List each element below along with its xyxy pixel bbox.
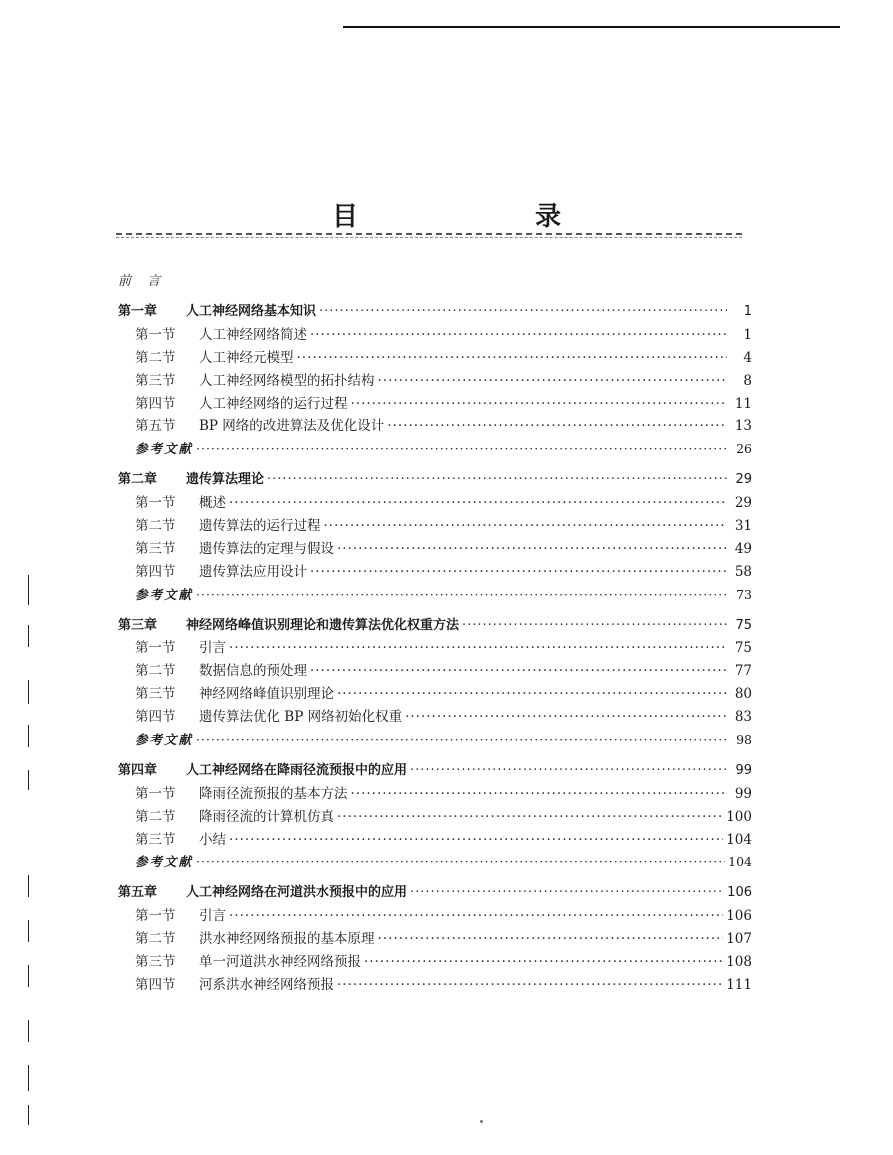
section-entry-number: 第二节 [135,663,176,680]
chapter-entry-page: 99 [735,762,752,778]
title-rule-secondary [116,237,742,238]
leader-dots [410,760,727,783]
section-entry-title: 概述 [199,495,226,512]
margin-mark [28,625,29,647]
leader-dots [410,882,724,905]
section-entry [118,928,752,951]
top-rule [343,26,840,28]
section-entry [118,951,752,974]
margin-mark [28,725,29,747]
section-entry-number: 第二节 [135,931,176,948]
leader-dots [310,561,727,584]
references-entry [118,584,752,607]
margin-mark [28,965,29,987]
margin-mark [28,680,29,704]
section-entry-title: 遗传算法应用设计 [199,563,307,580]
references-entry [118,851,752,874]
section-entry-title: 神经网络峰值识别理论 [199,686,334,703]
section-entry [118,561,752,584]
toc-chapter [118,882,752,996]
leader-dots [267,469,727,492]
section-entry [118,706,752,729]
margin-mark [28,770,29,790]
table-of-contents [118,271,752,997]
page-footer-mark [480,1120,483,1123]
leader-dots [378,370,728,393]
leader-dots [229,829,723,852]
section-entry [118,324,752,347]
references-entry-title: 参考文献 [135,586,194,602]
leader-dots [351,393,728,416]
section-entry-page: 4 [743,349,752,366]
chapter-entry-title: 人工神经网络基本知识 [186,304,317,319]
margin-mark [28,1020,29,1042]
section-entry-number: 第一节 [135,495,176,512]
leader-dots [229,637,727,660]
leader-dots [310,660,727,683]
section-entry-number: 第四节 [135,709,176,726]
title-rule [116,233,742,235]
leader-dots [229,492,727,515]
section-entry-title: 引言 [199,908,226,925]
chapter-entry-number: 第二章 [118,472,158,488]
section-entry-page: 77 [734,663,752,680]
section-entry-number: 第四节 [135,395,176,412]
section-entry-page: 108 [726,954,752,971]
section-entry-page: 49 [734,540,752,557]
section-entry [118,905,752,928]
chapter-entry-page: 29 [735,472,752,488]
section-entry-number: 第五节 [135,418,176,435]
section-entry-number: 第二节 [135,349,176,366]
section-entry-title: 河系洪水神经网络预报 [199,976,334,993]
toc-preface: 前 言 [118,274,167,289]
section-entry [118,783,752,806]
section-entry [118,347,752,370]
page-title: 目 录 [331,202,646,232]
section-entry-page: 11 [734,395,752,412]
leader-dots [405,706,727,729]
chapter-entry-page: 1 [743,304,752,319]
section-entry-page: 1 [743,326,752,343]
section-entry-title: 洪水神经网络预报的基本原理 [199,931,375,948]
chapter-entry-number: 第四章 [118,762,158,778]
section-entry-title: 小结 [199,831,226,848]
references-entry [118,438,752,461]
section-entry-title: 遗传算法的运行过程 [199,518,321,535]
toc-chapter [118,301,752,461]
section-entry [118,637,752,660]
section-entry [118,683,752,706]
toc-chapters [118,301,752,997]
section-entry-title: 遗传算法优化 BP 网络初始化权重 [199,709,403,726]
section-entry-page: 29 [734,495,752,512]
section-entry-page: 104 [726,831,752,848]
leader-dots [319,301,727,324]
section-entry [118,415,752,438]
section-entry-page: 106 [726,908,752,925]
chapter-entry-title: 神经网络峰值识别理论和遗传算法优化权重方法 [186,617,460,633]
leader-dots [364,951,723,974]
leader-dots [196,851,725,874]
section-entry-number: 第一节 [135,908,176,925]
section-entry-title: 遗传算法的定理与假设 [199,540,334,557]
leader-dots [337,806,723,829]
leader-dots [387,415,727,438]
references-entry-page: 73 [736,586,752,602]
section-entry-title: 引言 [199,640,226,657]
section-entry-title: 人工神经网络的运行过程 [199,395,348,412]
references-entry-title: 参考文献 [135,854,194,870]
section-entry-page: 75 [734,640,752,657]
section-entry-title: 降雨径流预报的基本方法 [199,785,348,802]
leader-dots [196,584,727,607]
leader-dots [337,538,727,561]
leader-dots [196,729,727,752]
leader-dots [229,905,723,928]
section-entry-number: 第三节 [135,540,176,557]
leader-dots [378,928,724,951]
section-entry-number: 第三节 [135,831,176,848]
section-entry-title: 人工神经网络简述 [199,326,307,343]
section-entry-title: 人工神经元模型 [199,349,294,366]
section-entry-page: 100 [726,808,752,825]
section-entry [118,829,752,852]
section-entry-page: 31 [734,518,752,535]
leader-dots [196,438,727,461]
section-entry-page: 83 [734,709,752,726]
section-entry-number: 第四节 [135,976,176,993]
margin-mark [28,1105,29,1125]
section-entry-page: 111 [726,976,752,993]
section-entry-page: 80 [734,686,752,703]
section-entry-title: 数据信息的预处理 [199,663,307,680]
chapter-entry [118,760,752,783]
section-entry-number: 第三节 [135,372,176,389]
toc-chapter [118,760,752,874]
margin-mark [28,875,29,897]
leader-dots [324,515,728,538]
references-entry-page: 104 [728,854,752,870]
toc-chapter [118,469,752,606]
chapter-entry-page: 106 [727,885,752,901]
margin-mark [28,1065,29,1091]
references-entry [118,729,752,752]
section-entry [118,660,752,683]
section-entry-page: 58 [734,563,752,580]
chapter-entry [118,301,752,324]
section-entry [118,393,752,416]
chapter-entry-title: 遗传算法理论 [186,472,265,488]
section-entry-page: 8 [743,372,752,389]
chapter-entry-number: 第一章 [118,304,158,319]
section-entry-number: 第一节 [135,326,176,343]
leader-dots [310,324,727,347]
chapter-entry [118,882,752,905]
margin-mark [28,575,29,605]
leader-dots [462,615,727,638]
leader-dots [337,683,727,706]
chapter-entry-page: 75 [735,617,752,633]
section-entry-page: 99 [734,785,752,802]
chapter-entry-number: 第五章 [118,885,158,901]
chapter-entry [118,469,752,492]
chapter-entry [118,615,752,638]
toc-chapter [118,615,752,752]
leader-dots [351,783,728,806]
chapter-entry-title: 人工神经网络在降雨径流预报中的应用 [186,762,408,778]
section-entry-number: 第三节 [135,954,176,971]
section-entry-page: 107 [726,931,752,948]
references-entry-title: 参考文献 [135,441,194,457]
section-entry [118,492,752,515]
section-entry-number: 第一节 [135,785,176,802]
section-entry-title: 人工神经网络模型的拓扑结构 [199,372,375,389]
section-entry-number: 第四节 [135,563,176,580]
references-entry-page: 98 [736,732,752,748]
section-entry [118,538,752,561]
section-entry [118,806,752,829]
section-entry [118,974,752,997]
section-entry [118,515,752,538]
section-entry-number: 第二节 [135,808,176,825]
chapter-entry-number: 第三章 [118,617,158,633]
section-entry-title: BP 网络的改进算法及优化设计 [199,418,385,435]
section-entry-title: 单一河道洪水神经网络预报 [199,954,361,971]
references-entry-title: 参考文献 [135,732,194,748]
section-entry-number: 第三节 [135,686,176,703]
leader-dots [297,347,728,370]
chapter-entry-title: 人工神经网络在河道洪水预报中的应用 [186,885,408,901]
section-entry-number: 第一节 [135,640,176,657]
section-entry-number: 第二节 [135,518,176,535]
margin-mark [28,920,29,942]
leader-dots [337,974,723,997]
references-entry-page: 26 [736,441,752,457]
section-entry-page: 13 [734,418,752,435]
section-entry-title: 降雨径流的计算机仿真 [199,808,334,825]
section-entry [118,370,752,393]
